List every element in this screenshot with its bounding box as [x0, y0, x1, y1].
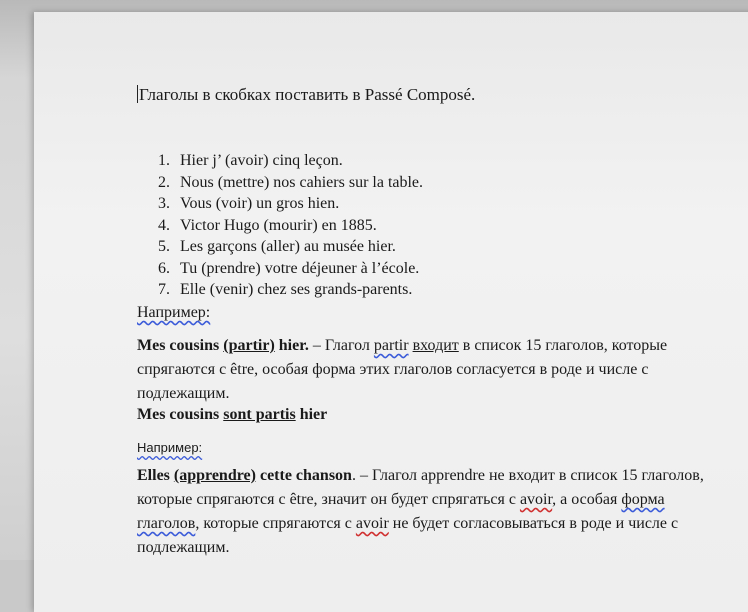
- exercise-text: Victor Hugo (mourir) en 1885.: [180, 216, 377, 234]
- exercise-item: [144, 236, 423, 258]
- exercise-item: [144, 193, 423, 215]
- example-paragraph-2: Elles (apprendre) cette chanson. – Глагол apprendre не входит в список 15 глаголов, которые спрягаются с être, значит он будет спрягаться с avoir, а особая форма глаголов, которые спрягаются с avoir не будет согласовываться в роде и числе с подлежащим.: [137, 467, 704, 556]
- example-paragraph-1: Mes cousins (partir) hier. – Глагол partir входит в список 15 глаголов, которые спрягаются с être, особая форма этих глаголов согласуется в роде и числе с подлежащим.: [137, 337, 668, 402]
- exercise-text: Les garçons (aller) au musée hier.: [180, 238, 396, 255]
- exercise-item: [144, 279, 423, 301]
- exercise-text: Hier j’ (avoir) cinq leçon.: [180, 152, 343, 169]
- phrase-forma: форма глаголов: [137, 491, 665, 532]
- answer-sentence-1: Mes cousins sont partis hier: [137, 406, 328, 423]
- exercise-number: 3.: [158, 195, 170, 212]
- exercise-number: 2.: [158, 173, 170, 191]
- verb-avoir-1: avoir: [519, 491, 553, 508]
- verb-avoir-2: avoir: [355, 515, 389, 532]
- example-heading-1: Например:: [137, 304, 211, 321]
- example-sentence-1: Mes cousins (partir) hier.: [137, 337, 309, 354]
- exercise-number: 7.: [158, 281, 170, 298]
- exercise-item: [144, 258, 423, 280]
- verb-partir: partir: [373, 337, 409, 354]
- exercise-item: [144, 215, 423, 237]
- exercise-text: Nous (mettre) nos cahiers sur la table.: [180, 173, 424, 191]
- exercise-number: 6.: [158, 259, 170, 277]
- example-sentence-2: Elles (apprendre) cette chanson: [137, 467, 352, 484]
- page-title: Глаголы в скобках поставить в Passé Composé.: [139, 85, 476, 104]
- exercise-item: [144, 150, 423, 172]
- exercise-text: Elle (venir) chez ses grands-parents.: [180, 281, 413, 298]
- example-heading-2: Например:: [137, 440, 203, 455]
- text-cursor: [137, 85, 138, 103]
- exercise-text: Vous (voir) un gros hien.: [180, 195, 340, 212]
- exercise-list: [144, 150, 423, 301]
- exercise-item: [144, 172, 423, 194]
- exercise-number: 1.: [158, 152, 170, 169]
- exercise-number: 4.: [158, 216, 170, 234]
- exercise-number: 5.: [158, 238, 170, 255]
- exercise-text: Tu (prendre) votre déjeuner à l’école.: [180, 259, 420, 277]
